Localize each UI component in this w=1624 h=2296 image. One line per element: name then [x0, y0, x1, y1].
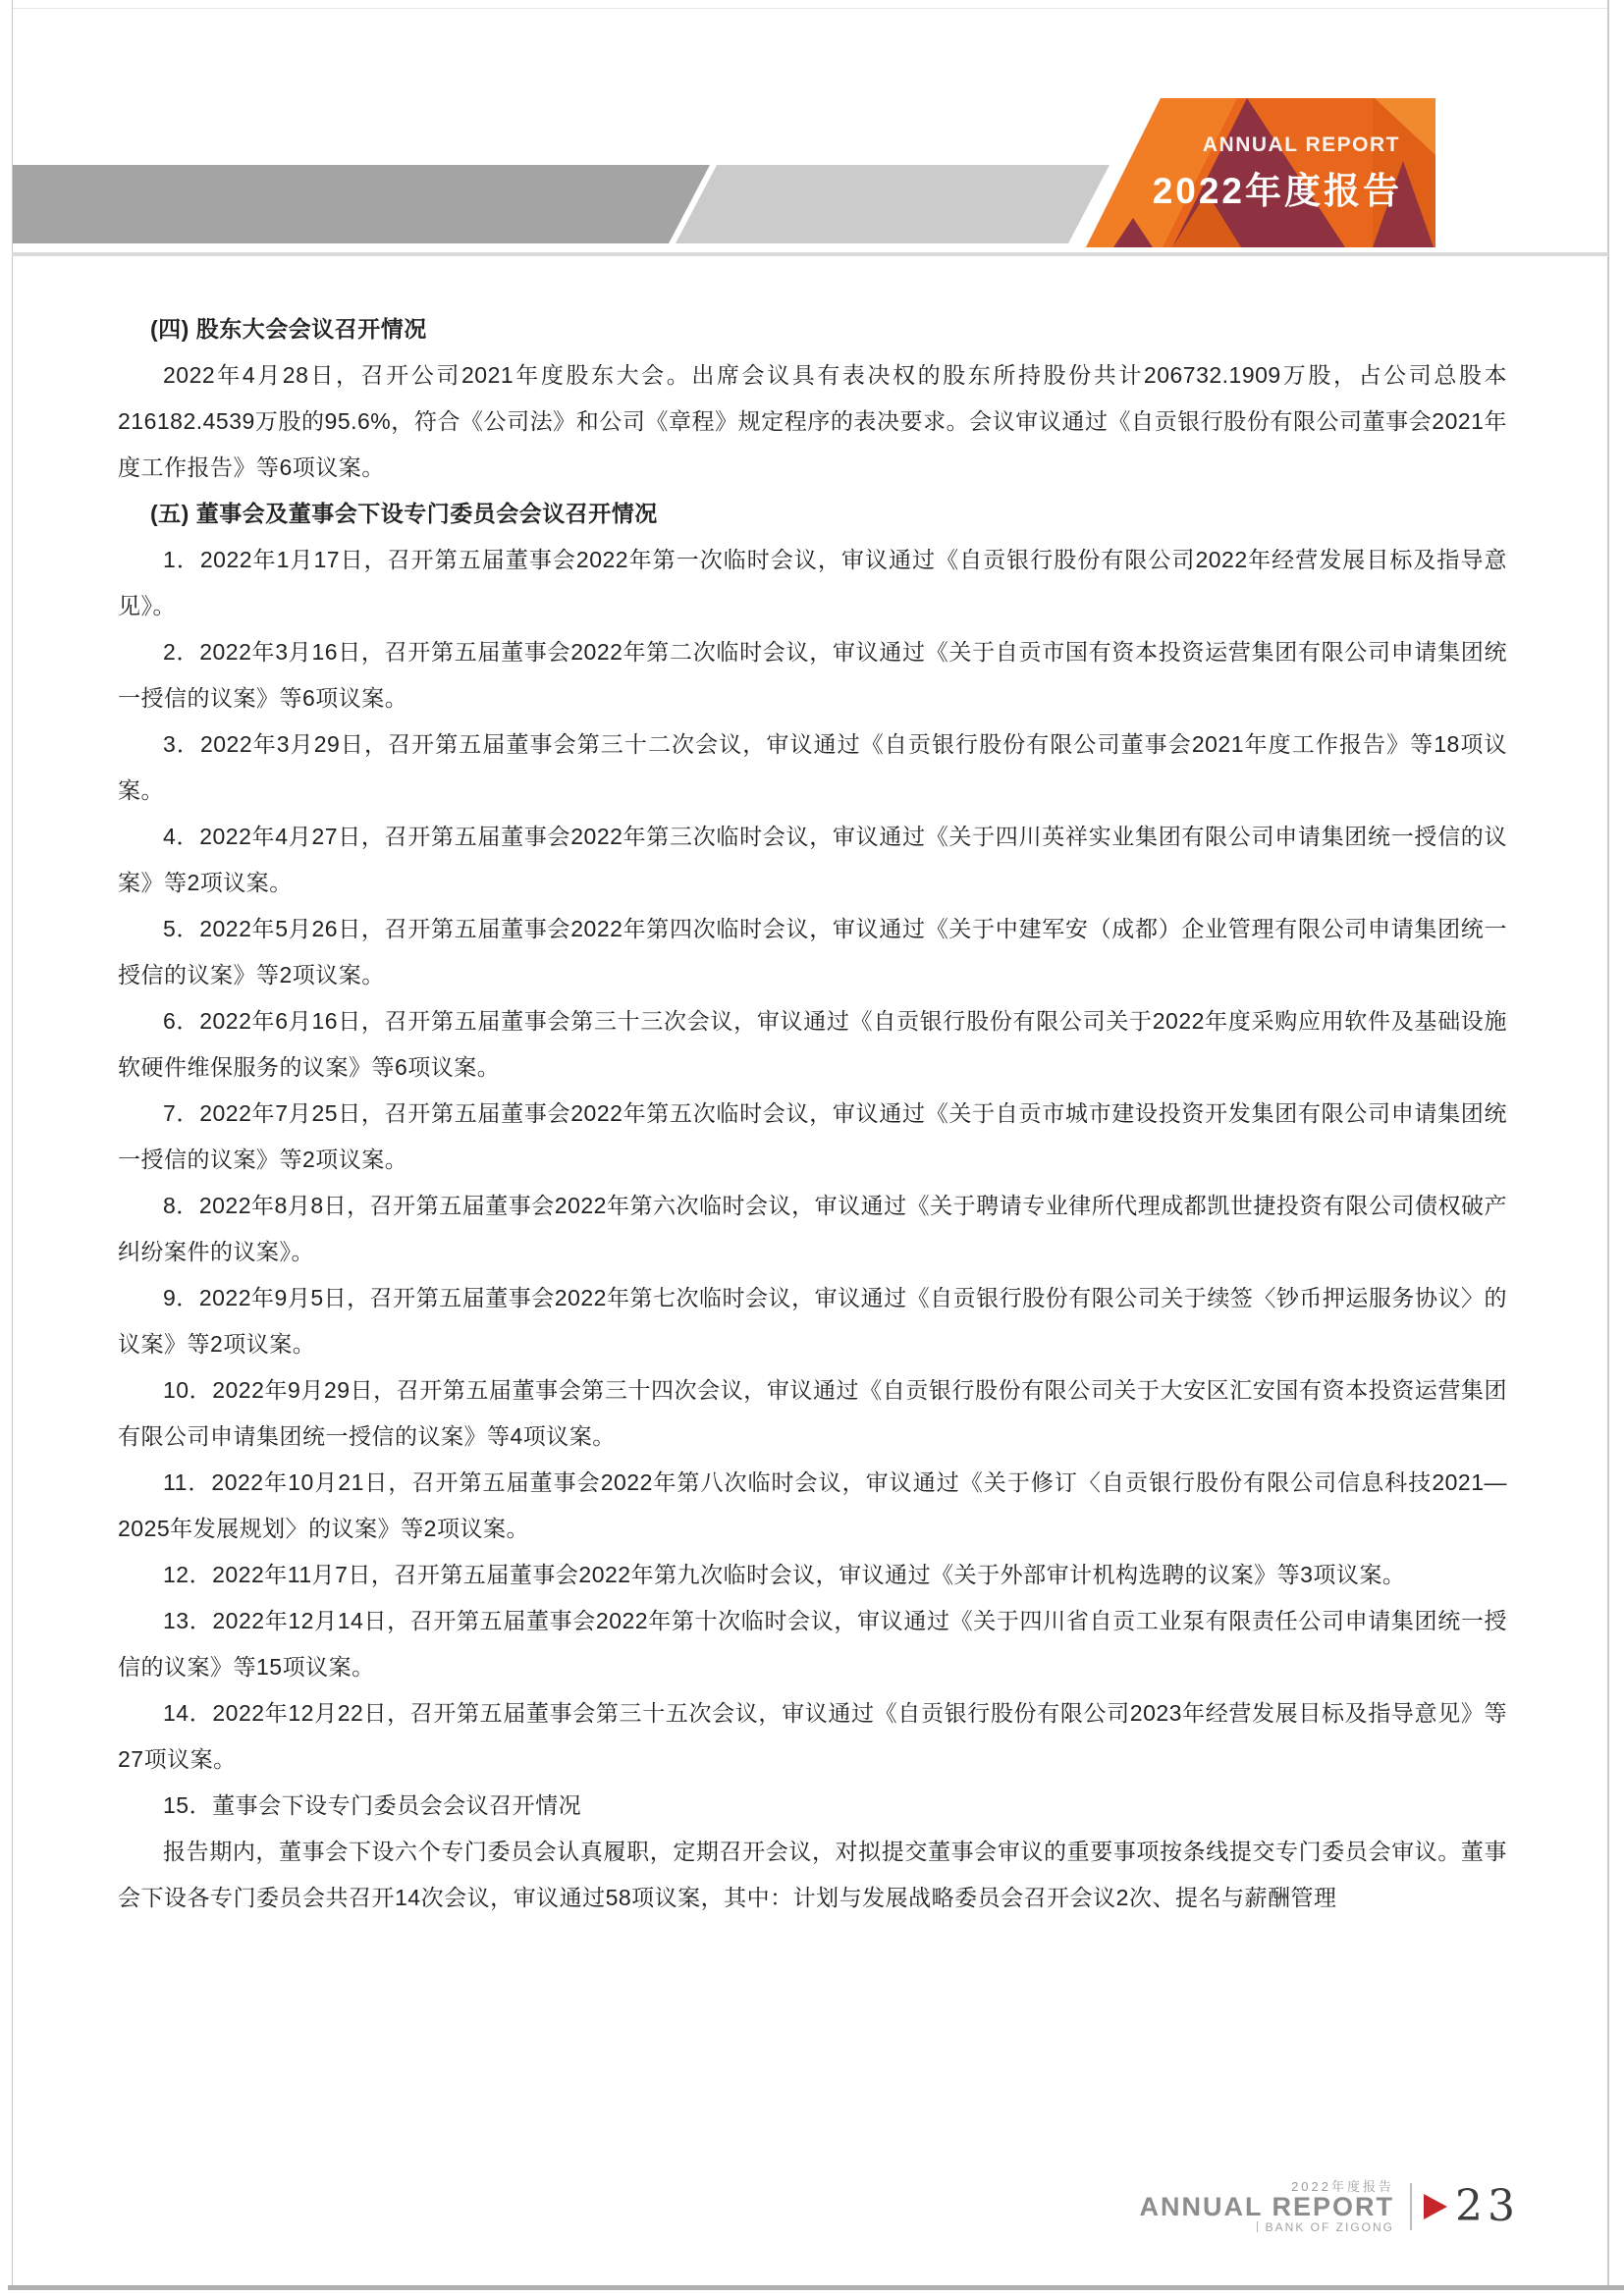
paragraph: 10．2022年9月29日，召开第五届董事会第三十四次会议，审议通过《自贡银行股份有限公司关于大安区汇安国有资本投资运营集团有限公司申请集团统一授信的议案》等4项议案。: [118, 1377, 1507, 1449]
section-heading: (五) 董事会及董事会下设专门委员会会议召开情况: [150, 501, 658, 526]
footer-report-cn: 2022年度报告: [1291, 2179, 1394, 2194]
paragraph: 2022年4月28日，召开公司2021年度股东大会。出席会议具有表决权的股东所持股份共计206732.1909万股，占公司总股本216182.4539万股的95.6%，符合《公司法》和公司《章程》规定程序的表决要求。会议审议通过《自贡银行股份有限公司董事会2021年度工作报告》等6项议案。: [118, 362, 1507, 480]
paragraph: 15．董事会下设专门委员会会议召开情况: [163, 1792, 582, 1818]
paragraph: 7．2022年7月25日，召开第五届董事会2022年第五次临时会议，审议通过《关于自贡市城市建设投资开发集团有限公司申请集团统一授信的议案》等2项议案。: [118, 1100, 1507, 1172]
paragraph: 5．2022年5月26日，召开第五届董事会2022年第四次临时会议，审议通过《关于中建军安（成都）企业管理有限公司申请集团统一授信的议案》等2项议案。: [118, 916, 1507, 988]
paragraph: 14．2022年12月22日，召开第五届董事会第三十五次会议，审议通过《自贡银行股份有限公司2023年经营发展目标及指导意见》等27项议案。: [118, 1700, 1507, 1772]
header-light-gray-bar: [676, 165, 1110, 243]
page-border-bottom: [8, 2285, 1624, 2290]
footer-text-block: [1139, 2179, 1394, 2234]
page-border-right: [1607, 0, 1609, 2290]
page-border-top: [12, 8, 1608, 9]
paragraph: 11．2022年10月21日，召开第五届董事会2022年第八次临时会议，审议通过《关于修订〈自贡银行股份有限公司信息科技2021—2025年发展规划〉的议案》等2项议案。: [118, 1469, 1507, 1541]
annual-report-banner: [1078, 98, 1435, 247]
paragraph: 6．2022年6月16日，召开第五届董事会第三十三次会议，审议通过《自贡银行股份有限公司关于2022年度采购应用软件及基础设施软硬件维保服务的议案》等6项议案。: [118, 1008, 1507, 1080]
paragraph: 13．2022年12月14日，召开第五届董事会2022年第十次临时会议，审议通过《关于四川省自贡工业泵有限责任公司申请集团统一授信的议案》等15项议案。: [118, 1608, 1507, 1680]
paragraph: 报告期内，董事会下设六个专门委员会认真履职，定期召开会议，对拟提交董事会审议的重要事项按条线提交专门委员会审议。董事会下设各专门委员会共召开14次会议，审议通过58项议案，其中：计划与发展战略委员会召开会议2次、提名与薪酬管理: [118, 1839, 1507, 1910]
paragraph: 12．2022年11月7日，召开第五届董事会2022年第九次临时会议，审议通过《关于外部审计机构选聘的议案》等3项议案。: [163, 1562, 1406, 1587]
paragraph: 8．2022年8月8日，召开第五届董事会2022年第六次临时会议，审议通过《关于聘请专业律所代理成都凯世捷投资有限公司债权破产纠纷案件的议案》。: [118, 1193, 1507, 1264]
banner-title-en: ANNUAL REPORT: [1202, 133, 1400, 156]
page-footer: [1139, 2179, 1520, 2234]
paragraph: 2．2022年3月16日，召开第五届董事会2022年第二次临时会议，审议通过《关于自贡市国有资本投资运营集团有限公司申请集团统一授信的议案》等6项议案。: [118, 639, 1507, 711]
header-divider-line: [12, 252, 1608, 256]
page-border-left: [12, 0, 13, 2290]
footer-bank-name: 丨BANK OF ZIGONG: [1251, 2220, 1394, 2234]
footer-divider-line: [1410, 2183, 1412, 2230]
banner-title-cn: 2022年度报告: [1152, 171, 1402, 211]
footer-report-en: ANNUAL REPORT: [1139, 2192, 1394, 2221]
paragraph: 1．2022年1月17日，召开第五届董事会2022年第一次临时会议，审议通过《自贡银行股份有限公司2022年经营发展目标及指导意见》。: [118, 547, 1507, 618]
paragraph: 3．2022年3月29日，召开第五届董事会第三十二次会议，审议通过《自贡银行股份有限公司董事会2021年度工作报告》等18项议案。: [118, 731, 1507, 803]
header-gray-bar: [13, 165, 710, 243]
page-number: 23: [1455, 2181, 1520, 2231]
page-arrow-icon: [1424, 2194, 1447, 2219]
document-body: [118, 306, 1507, 1921]
paragraph: 4．2022年4月27日，召开第五届董事会2022年第三次临时会议，审议通过《关于四川英祥实业集团有限公司申请集团统一授信的议案》等2项议案。: [118, 824, 1507, 895]
section-heading: (四) 股东大会会议召开情况: [150, 316, 427, 342]
paragraph: 9．2022年9月5日，召开第五届董事会2022年第七次临时会议，审议通过《自贡银行股份有限公司关于续签〈钞币押运服务协议〉的议案》等2项议案。: [118, 1285, 1507, 1357]
